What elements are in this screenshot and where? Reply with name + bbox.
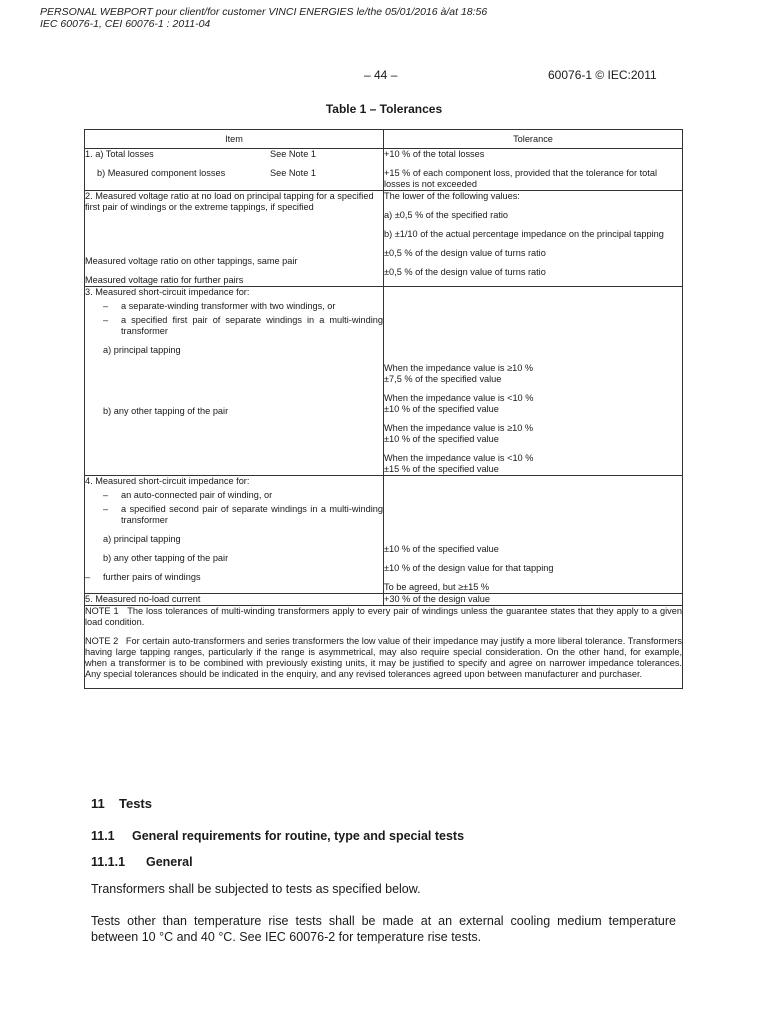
dash-bullet: –: [103, 315, 109, 325]
item-cell: [85, 476, 384, 594]
item-further-pairs: further pairs of windings: [103, 572, 201, 582]
tolerance-principal-tapping: ±10 % of the specified value: [384, 544, 499, 554]
tolerance-cell: [384, 594, 683, 606]
tolerance-cell: [384, 149, 683, 191]
table-row: [85, 287, 683, 476]
item-principal-tapping: a) principal tapping: [103, 534, 181, 544]
item-no-load-current: 5. Measured no-load current: [85, 594, 201, 604]
table-row: [85, 191, 683, 287]
section-title: General: [146, 855, 193, 869]
tolerance-value: ±10 % of the specified value: [384, 434, 499, 444]
paragraph-tests-specified: Transformers shall be subjected to tests as specified below.: [91, 882, 421, 896]
tolerance-further-pairs: To be agreed, but ≥±15 %: [384, 582, 490, 592]
section-number: 11.1: [91, 829, 115, 843]
note-2: NOTE 2 For certain auto-transformers and series transformers the low value of their impedance may justify a more liberal tolerance. Transformers having large tapping ranges, particularly if the range is asymmetrical, may also require special consideration. On the other hand, for example, when a transformer is to be combined with previously existing units, it may be justified to specify and agree on narrower impedance tolerances. Any special tolerances should be indicated in the enquiry, and any revised tolerances agreed upon between manufacturer and purchaser.: [85, 636, 685, 679]
item-auto-connected: an auto-connected pair of winding, or: [121, 490, 273, 500]
table-title: Table 1 – Tolerances: [325, 102, 443, 116]
note-1: NOTE 1 The loss tolerances of multi-winding transformers apply to every pair of windings unless the guarantee states that they apply to a given load condition.: [85, 606, 685, 627]
table-notes-row: [85, 606, 683, 689]
document-reference: 60076-1 © IEC:2011: [548, 68, 657, 82]
item-short-circuit-impedance: 4. Measured short-circuit impedance for:: [85, 476, 250, 486]
item-first-pair: a specified first pair of separate windings in a multi-winding transformer: [121, 315, 383, 336]
item-other-tapping: b) any other tapping of the pair: [103, 406, 229, 416]
item-short-circuit-impedance: 3. Measured short-circuit impedance for:: [85, 287, 250, 297]
item-second-pair: a specified second pair of separate windings in a multi-winding transformer: [121, 504, 383, 525]
item-cell: [85, 594, 384, 606]
column-header-item: Item: [85, 130, 384, 149]
note-ref: See Note 1: [270, 168, 316, 178]
tolerance-value: ±10 % of the specified value: [384, 404, 499, 414]
watermark: [40, 7, 487, 30]
section-title: Tests: [119, 796, 152, 811]
tolerance-component-losses: +15 % of each component loss, provided that the tolerance for total losses is not exceeded: [384, 168, 657, 189]
tolerance-value: ±15 % of the specified value: [384, 464, 499, 474]
section-heading-tests: [91, 796, 152, 811]
dash-bullet: –: [103, 504, 109, 514]
paragraph-test-temperature: Tests other than temperature rise tests shall be made at an external cooling medium temperature between 10 °C and 40 °C. See IEC 60076-2 for temperature rise tests.: [91, 914, 676, 944]
item-component-losses: b) Measured component losses: [97, 168, 226, 178]
table-row: [85, 594, 683, 606]
item-cell: [85, 287, 384, 476]
tolerance-cell: [384, 287, 683, 476]
tolerance-value: ±7,5 % of the specified value: [384, 374, 502, 384]
item-principal-tapping: a) principal tapping: [103, 345, 181, 355]
item-cell: [85, 149, 384, 191]
dash-bullet: –: [103, 490, 109, 500]
tolerance-ratio-other: ±0,5 % of the design value of turns ratio: [384, 248, 546, 258]
tolerance-ratio-b: b) ±1/10 of the actual percentage impedance on the principal tapping: [384, 229, 664, 239]
notes-cell: [85, 606, 683, 689]
page-number: – 44 –: [364, 68, 398, 82]
item-voltage-ratio-other: Measured voltage ratio on other tappings, same pair: [85, 256, 298, 266]
tolerance-condition: When the impedance value is <10 %: [384, 393, 534, 403]
table-row: [85, 476, 683, 594]
watermark-line-1: PERSONAL WEBPORT pour client/for customer VINCI ENERGIES le/the 05/01/2016 à/at 18:56: [40, 6, 488, 18]
tolerance-other-tapping: ±10 % of the design value for that tapping: [384, 563, 554, 573]
note-ref: See Note 1: [270, 149, 316, 159]
section-number: 11.1.1: [91, 855, 126, 869]
section-number: 11: [91, 796, 105, 811]
section-heading-general-requirements: [91, 829, 464, 843]
tolerances-table: [84, 129, 683, 689]
item-cell: [85, 191, 384, 287]
item-separate-winding: a separate-winding transformer with two windings, or: [121, 301, 336, 311]
tolerance-cell: [384, 191, 683, 287]
tolerance-cell: [384, 476, 683, 594]
dash-bullet: –: [85, 572, 91, 582]
item-total-losses: 1. a) Total losses: [85, 149, 154, 159]
tolerance-no-load-current: +30 % of the design value: [384, 594, 490, 604]
table-row: [85, 149, 683, 191]
column-header-tolerance: Tolerance: [384, 130, 683, 149]
watermark-line-2: IEC 60076-1, CEI 60076-1 : 2011-04: [40, 17, 211, 30]
item-voltage-ratio: 2. Measured voltage ratio at no load on principal tapping for a specified first pair of windings or the extreme tappings, if specified: [85, 191, 374, 212]
section-heading-general: [91, 855, 193, 869]
tolerance-lower-of: The lower of the following values:: [384, 191, 520, 201]
dash-bullet: –: [103, 301, 109, 311]
item-other-tapping: b) any other tapping of the pair: [103, 553, 229, 563]
tolerance-total-losses: +10 % of the total losses: [384, 149, 485, 159]
section-title: General requirements for routine, type and special tests: [132, 829, 465, 843]
tolerance-ratio-a: a) ±0,5 % of the specified ratio: [384, 210, 509, 220]
table-header-row: [85, 130, 683, 149]
tolerance-condition: When the impedance value is ≥10 %: [384, 423, 534, 433]
item-voltage-ratio-further: Measured voltage ratio for further pairs: [85, 275, 244, 285]
tolerance-ratio-further: ±0,5 % of the design value of turns ratio: [384, 267, 546, 277]
tolerance-condition: When the impedance value is <10 %: [384, 453, 534, 463]
tolerance-condition: When the impedance value is ≥10 %: [384, 363, 534, 373]
